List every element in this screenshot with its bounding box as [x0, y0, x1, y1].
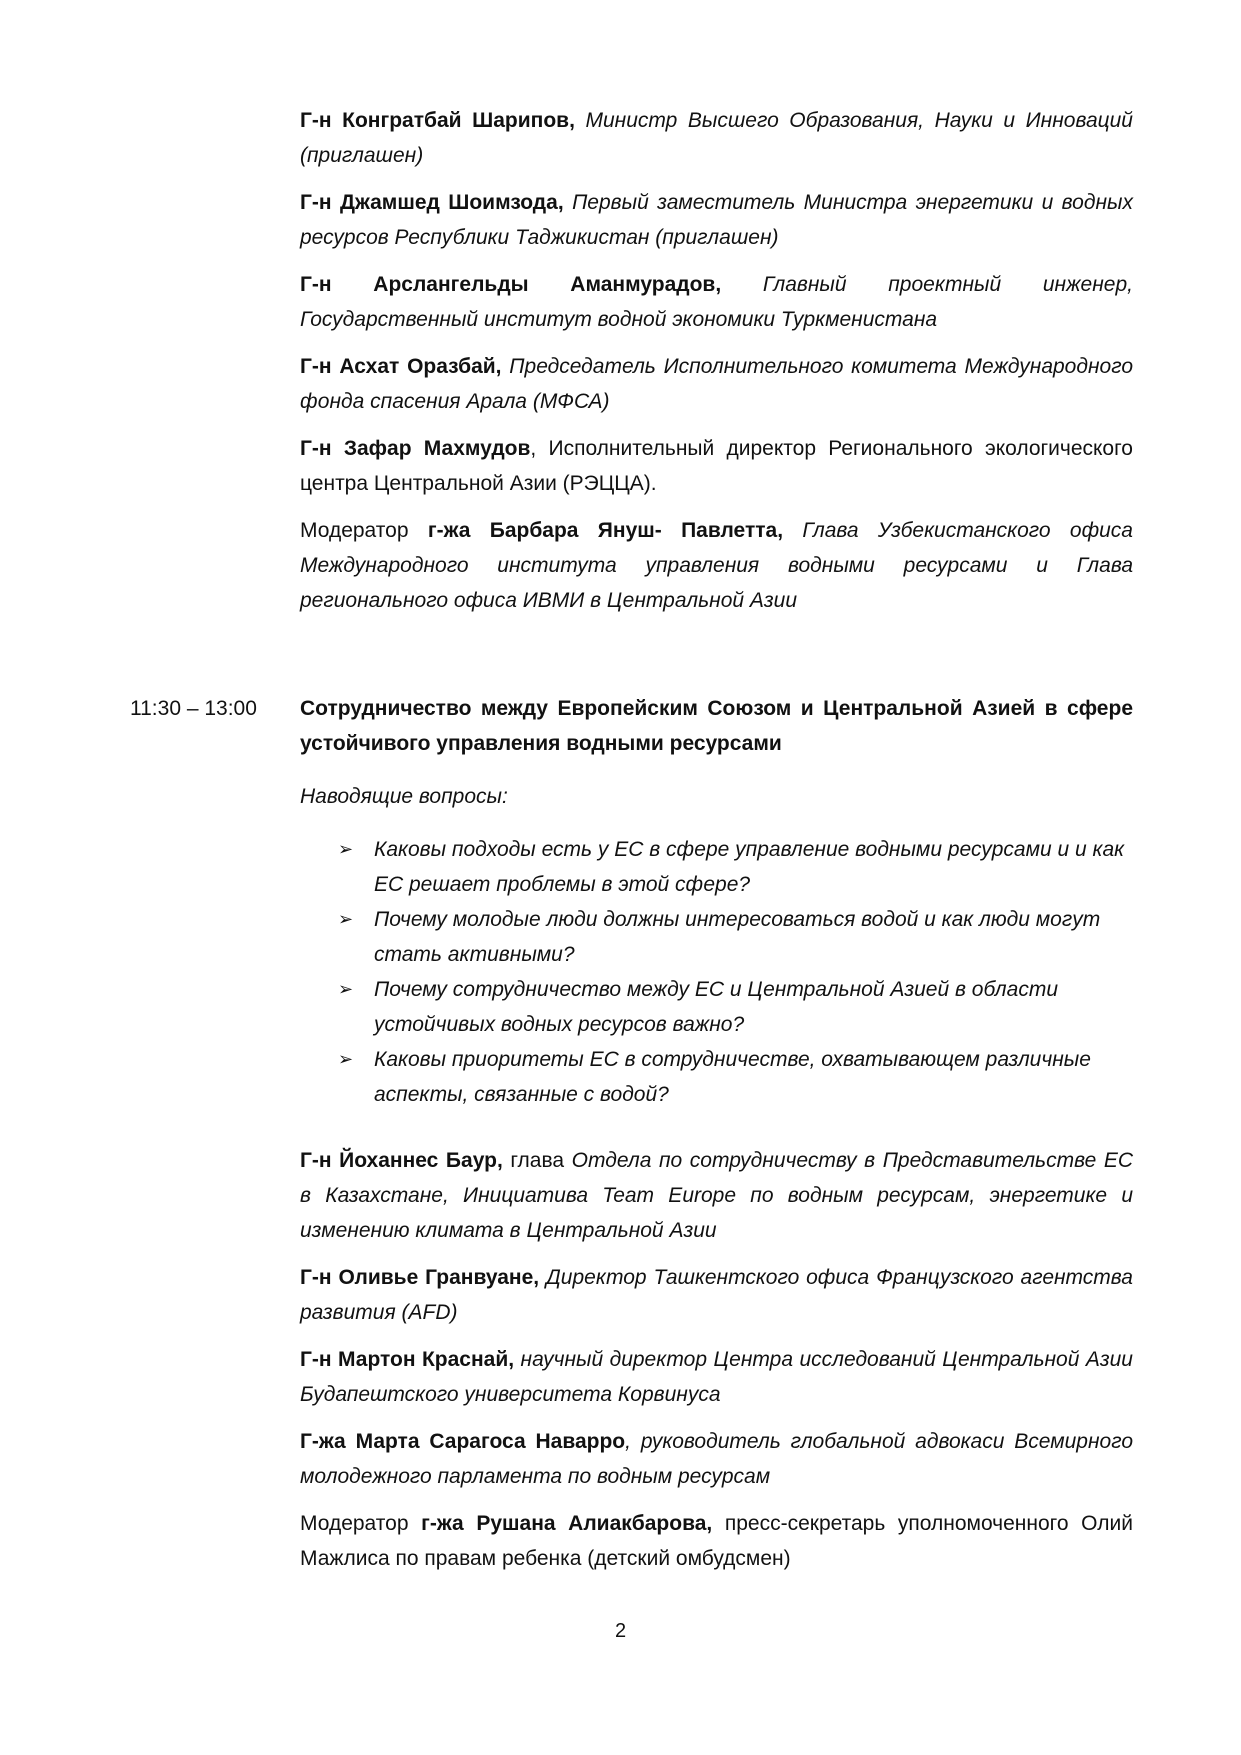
session-title: Сотрудничество между Европейским Союзом и Центральной Азией в сфере устойчивого управления водными ресурсами — [300, 697, 1133, 755]
speaker-name: Г-н Зафар Махмудов — [300, 437, 531, 460]
moderator-entry — [300, 1506, 1133, 1576]
speakers-bottom — [300, 1143, 1133, 1576]
speaker-entry — [300, 1260, 1133, 1330]
speaker-role: научный директор Центра исследований Центральной Азии Будапештского университета Корвинуса — [300, 1348, 1133, 1406]
speaker-name: Г-жа Марта Сарагоса Наварро — [300, 1430, 626, 1453]
speakers-top — [300, 103, 1133, 618]
list-item: ➢ Каковы приоритеты ЕС в сотрудничестве, охватывающем различные аспекты, связанные с водой? — [338, 1042, 1138, 1112]
speaker-name: Г-н Джамшед Шоимзода, — [300, 191, 564, 214]
speaker-role: Председатель Исполнительного комитета Международного фонда спасения Арала (МФСА) — [300, 355, 1133, 413]
speaker-role: Министр Высшего Образования, Науки и Инноваций (приглашен) — [300, 109, 1133, 167]
speaker-role: Первый заместитель Министра энергетики и водных ресурсов Республики Таджикистан (приглашен) — [300, 191, 1133, 249]
moderator-prefix: Модератор — [300, 519, 428, 542]
speaker-role: Директор Ташкентского офиса Французского агентства развития (AFD) — [300, 1266, 1133, 1324]
list-item: ➢ Каковы подходы есть у ЕС в сфере управление водными ресурсами и и как ЕС решает проблемы в этой сфере? — [338, 832, 1138, 902]
speaker-role: , руководитель глобальной адвокаси Всемирного молодежного парламента по водным ресурсам — [300, 1430, 1133, 1488]
speaker-entry — [300, 185, 1133, 255]
moderator-role: пресс-секретарь уполномоченного Олий Мажлиса по правам ребенка (детский омбудсмен) — [300, 1512, 1133, 1570]
speaker-entry: Г-н Йоханнес Баур, глава Отдела по сотрудничеству в Представительстве ЕС в Казахстане, Инициатива Team Europe по водным ресурсам, энергетике и изменению климата в Центральной Азии — [300, 1149, 1134, 1242]
speaker-entry — [300, 431, 1133, 501]
list-item: ➢ Почему сотрудничество между ЕС и Центральной Азией в области устойчивых водных ресурсов важно? — [338, 972, 1138, 1042]
speaker-name: Г-н Конгратбай Шарипов, — [300, 109, 575, 132]
speaker-name: Г-н Мартон Краснай, — [300, 1348, 515, 1371]
speaker-role: Главный проектный инженер, Государственный институт водной экономики Туркменистана — [300, 273, 1133, 331]
speaker-name: Г-н Оливье Гранвуане, — [300, 1266, 540, 1289]
speaker-entry — [300, 349, 1133, 419]
speaker-entry — [300, 1342, 1133, 1412]
speaker-entry — [300, 267, 1133, 337]
moderator-name: г-жа Барбара Януш- Павлетта, — [427, 519, 784, 542]
guiding-questions-list — [338, 832, 1138, 1112]
speaker-entry — [300, 1424, 1133, 1494]
arrow-bullet-icon: ➢ — [338, 909, 354, 929]
page-number: 2 — [614, 1620, 627, 1642]
speaker-name: Г-н Асхат Оразбай, — [300, 355, 502, 378]
speaker-role: , Исполнительный директор Регионального экологического центра Центральной Азии (РЭЦЦА). — [300, 437, 1133, 495]
arrow-bullet-icon: ➢ — [338, 1049, 354, 1069]
moderator-prefix: Модератор — [300, 1512, 422, 1535]
arrow-bullet-icon: ➢ — [338, 839, 354, 859]
guiding-questions-label: Наводящие вопросы: — [300, 785, 508, 808]
session-time: 11:30 – 13:00 — [130, 697, 257, 720]
moderator-name: г-жа Рушана Алиакбарова, — [421, 1512, 713, 1535]
speaker-entry — [300, 103, 1133, 173]
session-block — [300, 691, 1133, 814]
moderator-entry — [300, 513, 1133, 618]
speaker-role: Отдела по сотрудничеству в Представительстве ЕС в Казахстане, Инициатива Team Europe по водным ресурсам, энергетике и изменению климата в Центральной Азии — [300, 1149, 1134, 1242]
list-item: ➢ Почему молодые люди должны интересоваться водой и как люди могут стать активными? — [338, 902, 1138, 972]
arrow-bullet-icon: ➢ — [338, 979, 354, 999]
speaker-name: Г-н Йоханнес Баур, — [300, 1149, 503, 1172]
speaker-name: Г-н Арслангельды Аманмурадов, — [300, 273, 722, 296]
moderator-role: Глава Узбекистанского офиса Международного института управления водными ресурсами и Глава регионального офиса ИВМИ в Центральной Азии — [300, 519, 1133, 612]
